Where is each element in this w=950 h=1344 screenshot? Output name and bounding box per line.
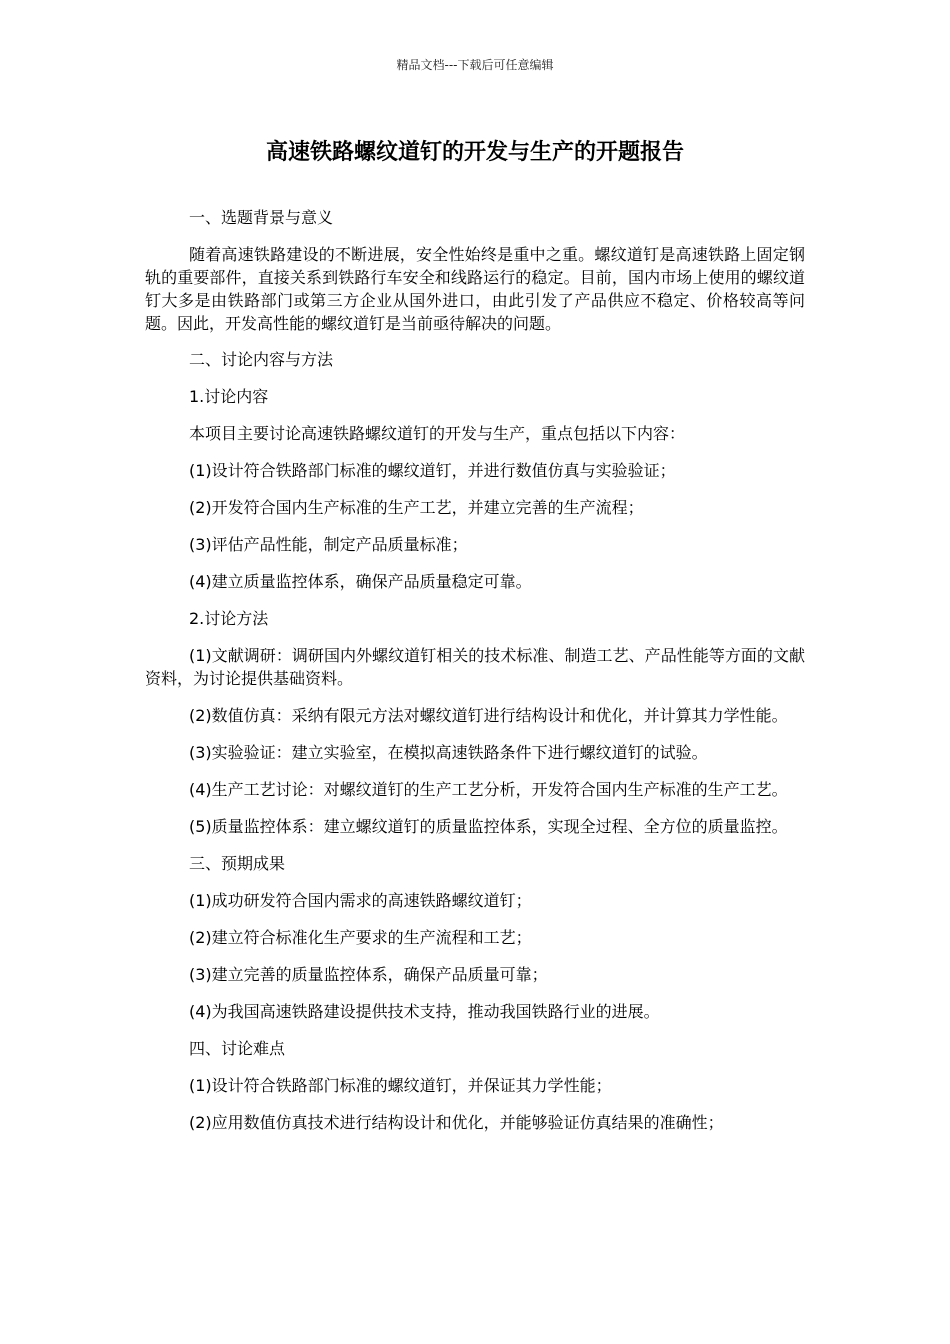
list-item-method-3: (3)实验验证：建立实验室，在模拟高速铁路条件下进行螺纹道钉的试验。 — [189, 743, 708, 762]
document-body — [145, 206, 805, 1148]
list-item-difficulty-1: (1)设计符合铁路部门标准的螺纹道钉，并保证其力学性能； — [189, 1076, 612, 1095]
paragraph-background: 随着高速铁路建设的不断进展，安全性始终是重中之重。螺纹道钉是高速铁路上固定钢轨的重要部件，直接关系到铁路行车安全和线路运行的稳定。目前，国内市场上使用的螺纹道钉大多是由铁路部门或第三方企业从国外进口，由此引发了产品供应不稳定、价格较高等问题。因此，开发高性能的螺纹道钉是当前亟待解决的问题。 — [145, 245, 805, 333]
list-item-result-4: (4)为我国高速铁路建设提供技术支持，推动我国铁路行业的进展。 — [189, 1002, 660, 1021]
paragraph-content-intro: 本项目主要讨论高速铁路螺纹道钉的开发与生产，重点包括以下内容： — [189, 424, 686, 443]
section-heading-difficulties: 四、讨论难点 — [189, 1039, 286, 1058]
document-title: 高速铁路螺纹道钉的开发与生产的开题报告 — [265, 140, 684, 165]
list-item-content-3: (3)评估产品性能，制定产品质量标准； — [189, 535, 468, 554]
list-item-result-2: (2)建立符合标准化生产要求的生产流程和工艺； — [189, 928, 532, 947]
section-heading-background: 一、选题背景与意义 — [189, 208, 334, 227]
subheading-method: 2.讨论方法 — [189, 609, 269, 628]
list-item-method-5: (5)质量监控体系：建立螺纹道钉的质量监控体系，实现全过程、全方位的质量监控。 — [189, 817, 788, 836]
list-item-content-4: (4)建立质量监控体系，确保产品质量稳定可靠。 — [189, 572, 532, 591]
section-heading-results: 三、预期成果 — [189, 854, 286, 873]
section-heading-content-method: 二、讨论内容与方法 — [189, 350, 334, 369]
list-item-difficulty-2: (2)应用数值仿真技术进行结构设计和优化，并能够验证仿真结果的准确性； — [189, 1113, 724, 1132]
page-header: 精品文档---下载后可任意编辑 — [396, 58, 554, 72]
list-item-content-1: (1)设计符合铁路部门标准的螺纹道钉，并进行数值仿真与实验验证； — [189, 461, 676, 480]
list-item-method-1: (1)文献调研：调研国内外螺纹道钉相关的技术标准、制造工艺、产品性能等方面的文献资料，为讨论提供基础资料。 — [145, 646, 805, 688]
list-item-content-2: (2)开发符合国内生产标准的生产工艺，并建立完善的生产流程； — [189, 498, 644, 517]
list-item-result-1: (1)成功研发符合国内需求的高速铁路螺纹道钉； — [189, 891, 532, 910]
list-item-method-4: (4)生产工艺讨论：对螺纹道钉的生产工艺分析，开发符合国内生产标准的生产工艺。 — [189, 780, 788, 799]
subheading-content: 1.讨论内容 — [189, 387, 269, 406]
list-item-result-3: (3)建立完善的质量监控体系，确保产品质量可靠； — [189, 965, 548, 984]
list-item-method-2: (2)数值仿真：采纳有限元方法对螺纹道钉进行结构设计和优化，并计算其力学性能。 — [189, 706, 788, 725]
